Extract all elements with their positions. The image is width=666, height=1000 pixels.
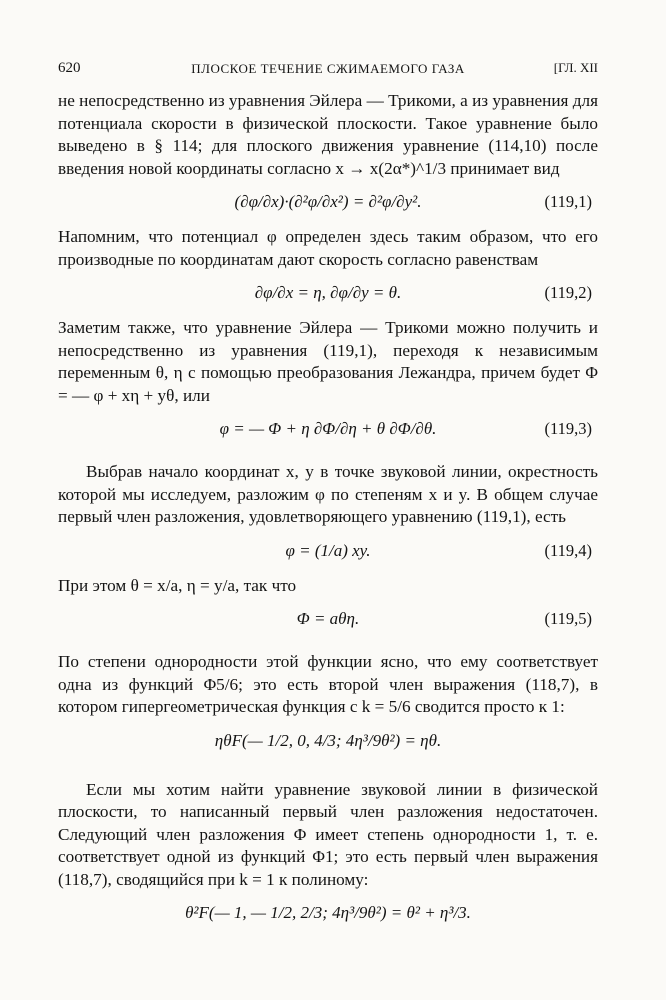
paragraph: Если мы хотим найти уравнение звуковой линии в физической плоскости, то написанный первый член разложения недостаточен. Следующий член разложения Φ имеет степень однородности 1, т. е. соответствует одной из функций Φ1; это есть первый член выражения (118,7), сводящийся при k = 1 к полиному: bbox=[58, 779, 598, 889]
equation bbox=[58, 719, 598, 765]
equation-body: θ²F(— 1, — 1/2, 2/3; 4η³/9θ²) = θ² + η³/3. bbox=[185, 903, 471, 922]
paragraph: Напомним, что потенциал φ определен здесь таким образом, что его производные по координатам дают скорость согласно равенствам bbox=[58, 227, 598, 269]
paragraph: По степени однородности этой функции ясно, что ему соответствует одна из функций Φ5/6; это есть второй член выражения (118,7), в котором гипергеометрическая функция с k = 5/6 сводится просто к 1: bbox=[58, 652, 598, 716]
equation-body: Φ = aθη. bbox=[296, 609, 360, 628]
equation-body: φ = (1/a) xy. bbox=[285, 540, 371, 560]
equation bbox=[58, 180, 598, 226]
page-number: 620 bbox=[58, 60, 81, 76]
equation-number: (119,4) bbox=[544, 540, 592, 560]
equation-number: (119,2) bbox=[544, 283, 592, 302]
paragraph: Заметим также, что уравнение Эйлера — Трикоми можно получить и непосредственно из уравнения (119,1), переходя к независимым переменным θ, η с помощью преобразования Лежандра, причем будет Φ = — φ + xη + yθ, или bbox=[58, 318, 598, 405]
running-header bbox=[58, 60, 598, 82]
equation-body: ηθF(— 1/2, 0, 4/3; 4η³/9θ²) = ηθ. bbox=[214, 730, 442, 750]
paragraph: не непосредственно из уравнения Эйлера — Трикоми, а из уравнения для потенциала скорости в физической плоскости. Такое уравнение было выведено в § 114; для плоского движения уравнение (114,10) после введения новой координаты согласно x → x(2α*)^1/3 принимает вид bbox=[58, 91, 598, 178]
chapter-label: [ГЛ. XII bbox=[553, 60, 598, 75]
equation bbox=[58, 891, 598, 937]
equation bbox=[58, 407, 598, 453]
equation-body: φ = — Φ + η ∂Φ/∂η + θ ∂Φ/∂θ. bbox=[219, 419, 437, 438]
equation-body: (∂φ/∂x)·(∂²φ/∂x²) = ∂²φ/∂y². bbox=[234, 192, 422, 211]
book-page bbox=[58, 60, 598, 937]
equation-body: ∂φ/∂x = η, ∂φ/∂y = θ. bbox=[254, 283, 402, 302]
paragraph: При этом θ = x/a, η = y/a, так что bbox=[58, 575, 297, 595]
equation bbox=[58, 529, 598, 575]
equation-number: (119,1) bbox=[544, 192, 592, 211]
equation bbox=[58, 597, 598, 643]
equation-number: (119,5) bbox=[544, 609, 592, 628]
paragraph: Выбрав начало координат x, y в точке звуковой линии, окрестность которой мы исследуем, разложим φ по степеням x и y. В общем случае первый член разложения, удовлетворяющего уравнению (119,1), есть bbox=[58, 462, 598, 526]
equation bbox=[58, 271, 598, 317]
equation-number: (119,3) bbox=[544, 419, 592, 438]
running-title: ПЛОСКОЕ ТЕЧЕНИЕ СЖИМАЕМОГО ГАЗА bbox=[191, 61, 465, 76]
